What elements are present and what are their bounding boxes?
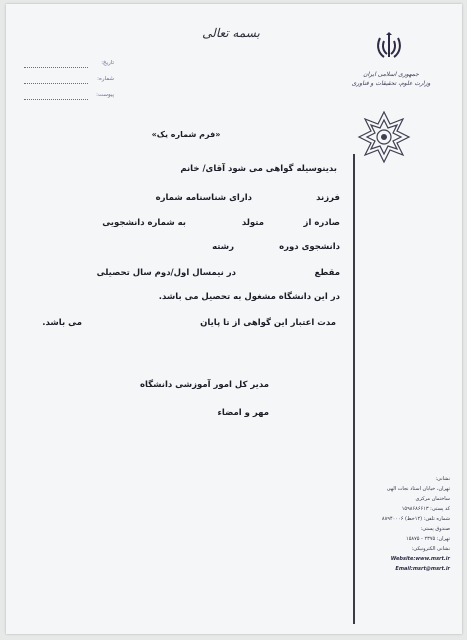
po-box-label: صندوق پستی: (420, 526, 450, 532)
stamp-signature-label: مهر و امضاء (217, 408, 269, 418)
postal-code: کد پستی: ۱۵۹۸۶۸۶۶۱۳ (401, 506, 450, 512)
ministry-name (346, 70, 436, 88)
address-label: نشانی: (435, 476, 450, 482)
national-emblem-icon (374, 32, 404, 62)
signer-title: مدیر کل امور آموزشی دانشگاه (139, 380, 269, 390)
child-of-label: فرزند (316, 193, 340, 203)
email-label: نشانی الکترونیکی: (411, 546, 450, 552)
certification-line: بدینوسیله گواهی می شود آقای/ خانم (180, 164, 337, 174)
student-number-label: به شماره دانشجویی (102, 218, 186, 228)
major-label: رشته (212, 242, 234, 252)
attachment-field (24, 92, 114, 102)
form-title: «فرم شماره یک» (151, 130, 221, 139)
born-label: متولد (241, 218, 264, 228)
address-line-1: تهران، خیابان استاد نجات الهی (386, 486, 450, 492)
bismillah-heading: بسمه تعالی (202, 26, 260, 40)
attachment-line (24, 99, 88, 100)
issued-from-label: صادره از (303, 218, 340, 228)
ministry-line-1: جمهوری اسلامی ایران (363, 71, 419, 78)
date-line (24, 67, 88, 68)
validity-label: مدت اعتبار این گواهی از تا پایان (200, 318, 336, 328)
semester-label: در نیمسال اول/دوم سال تحصیلی (96, 268, 236, 278)
degree-level-label: مقطع (314, 268, 340, 278)
vertical-divider (353, 154, 355, 624)
validity-end-label: می باشد. (42, 318, 82, 328)
id-number-label: دارای شناسنامه شماره (155, 193, 252, 203)
contact-info (358, 474, 450, 574)
number-line (24, 83, 88, 84)
letterhead-sheet (6, 4, 462, 634)
website-text: Website:www.msrt.ir (390, 556, 450, 562)
number-field (24, 76, 114, 86)
address-line-2: ساختمان مرکزی (415, 496, 450, 502)
attachment-label: پیوست: (96, 92, 114, 98)
student-program-label: دانشجوی دوره (279, 242, 340, 252)
phone-number: شماره تلفن: (۱۲خط) ۸۸۹۴۰۰۰۶ (381, 516, 450, 522)
date-field (24, 60, 114, 70)
date-label: تاریخ: (101, 60, 114, 66)
ministry-line-2: وزارت علوم، تحقیقات و فناوری (351, 80, 431, 87)
enrollment-statement: در این دانشگاه مشغول به تحصیل می باشد. (158, 292, 340, 302)
po-box: تهران: ۲۳۷۵ - ۱۵۸۷۵ (406, 536, 450, 542)
email-text: Email:msrt@msrt.ir (395, 566, 450, 572)
decorative-rosette-icon (357, 110, 411, 164)
number-label: شماره: (97, 76, 114, 82)
